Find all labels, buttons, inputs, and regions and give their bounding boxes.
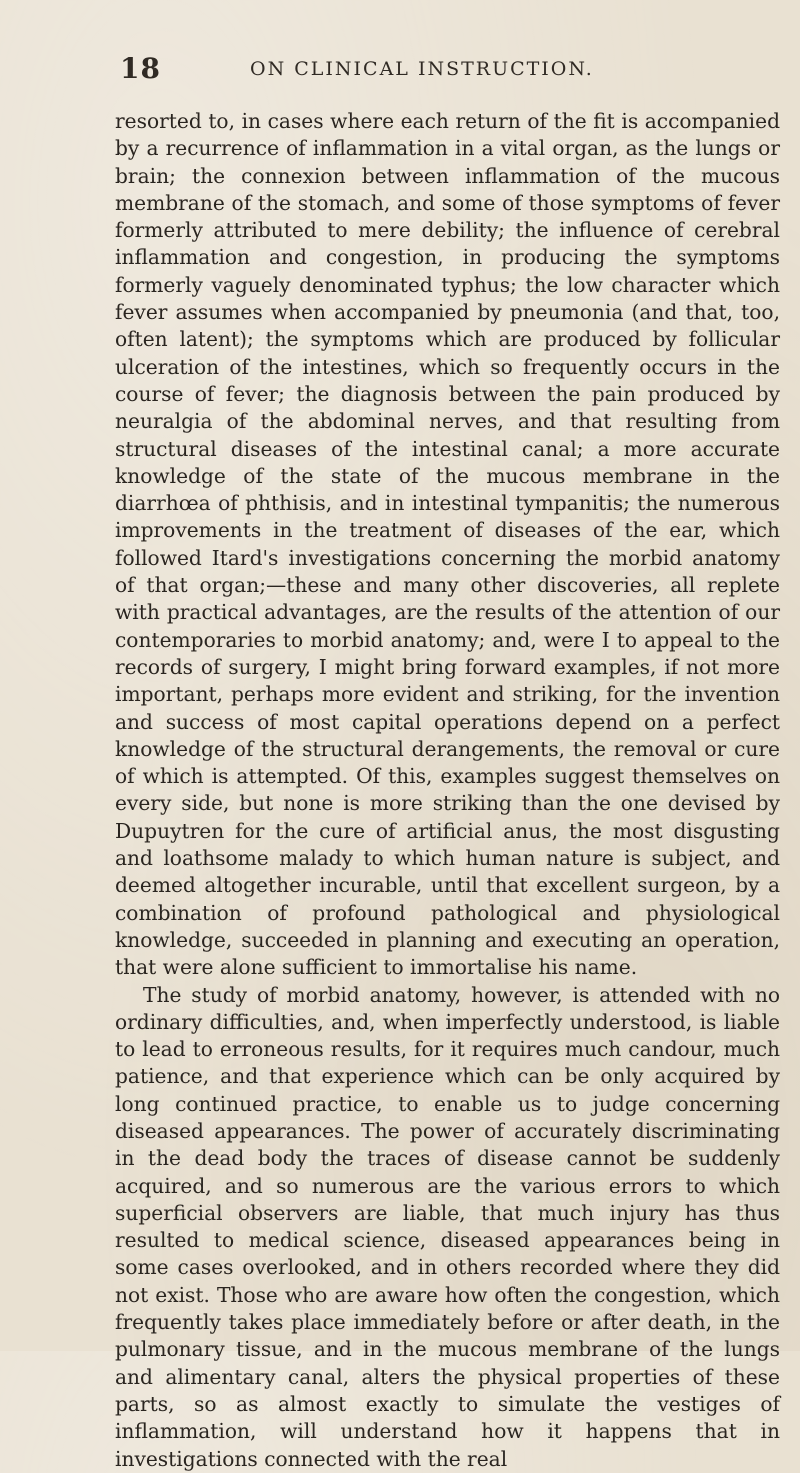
paragraph: The study of morbid anatomy, however, is attended with no ordinary difficulties, and, when imperfectly understood, is liable to lead to erroneous results, for it requires much candour, much patience, and that experience which can be only acquired by long continued practice, to enable us to judge concerning diseased appearances. The power of accurately discriminating in the dead body the traces of disease cannot be suddenly acquired, and so numerous are the various errors to which superficial observers are liable, that much injury has thus resulted to medical science, diseased appearances being in some cases overlooked, and in others recorded where they did not exist. Those who are aware how often the congestion, which frequently takes place immediately before or after death, in the pulmonary tissue, and in the mucous membrane of the lungs and alimentary canal, alters the physical properties of these parts, so as almost exactly to simulate the vestiges of inflammation, will understand how it happens that in investigations connected with the real bbox=[115, 982, 780, 1471]
page-number: 18 bbox=[120, 52, 161, 85]
body-text bbox=[115, 108, 780, 1473]
running-title: ON CLINICAL INSTRUCTION. bbox=[250, 58, 594, 80]
page-header bbox=[120, 52, 760, 92]
paragraph-continued: resorted to, in cases where each return of the fit is accompanied by a recurrence of inflammation in a vital organ, as the lungs or brain; the connexion between inflammation of the mucous membrane of the stomach, and some of those symptoms of fever formerly attributed to mere debility; the influence of cerebral inflammation and congestion, in producing the symptoms formerly vaguely denominated typhus; the low character which fever assumes when accompanied by pneumonia (and that, too, often latent); the symptoms which are produced by follicular ulceration of the intestines, which so frequently occurs in the course of fever; the diagnosis between the pain produced by neuralgia of the abdominal nerves, and that resulting from structural diseases of the intestinal canal; a more accurate knowledge of the state of the mucous membrane in the diarrhœa of phthisis, and in intestinal tympanitis; the numerous improvements in the treatment of diseases of the ear, which followed Itard's investigations concerning the morbid anatomy of that organ;—these and many other discoveries, all replete with practical advantages, are the results of the attention of our contemporaries to morbid anatomy; and, were I to appeal to the records of surgery, I might bring forward examples, if not more important, perhaps more evident and striking, for the invention and success of most capital operations depend on a perfect knowledge of the structural derangements, the removal or cure of which is attempted. Of this, examples suggest themselves on every side, but none is more striking than the one devised by Dupuytren for the cure of artificial anus, the most disgusting and loathsome malady to which human nature is subject, and deemed altogether incurable, until that excellent surgeon, by a combination of profound pathological and physiological knowledge, succeeded in planning and executing an operation, that were alone sufficient to immortalise his name. bbox=[115, 109, 780, 980]
